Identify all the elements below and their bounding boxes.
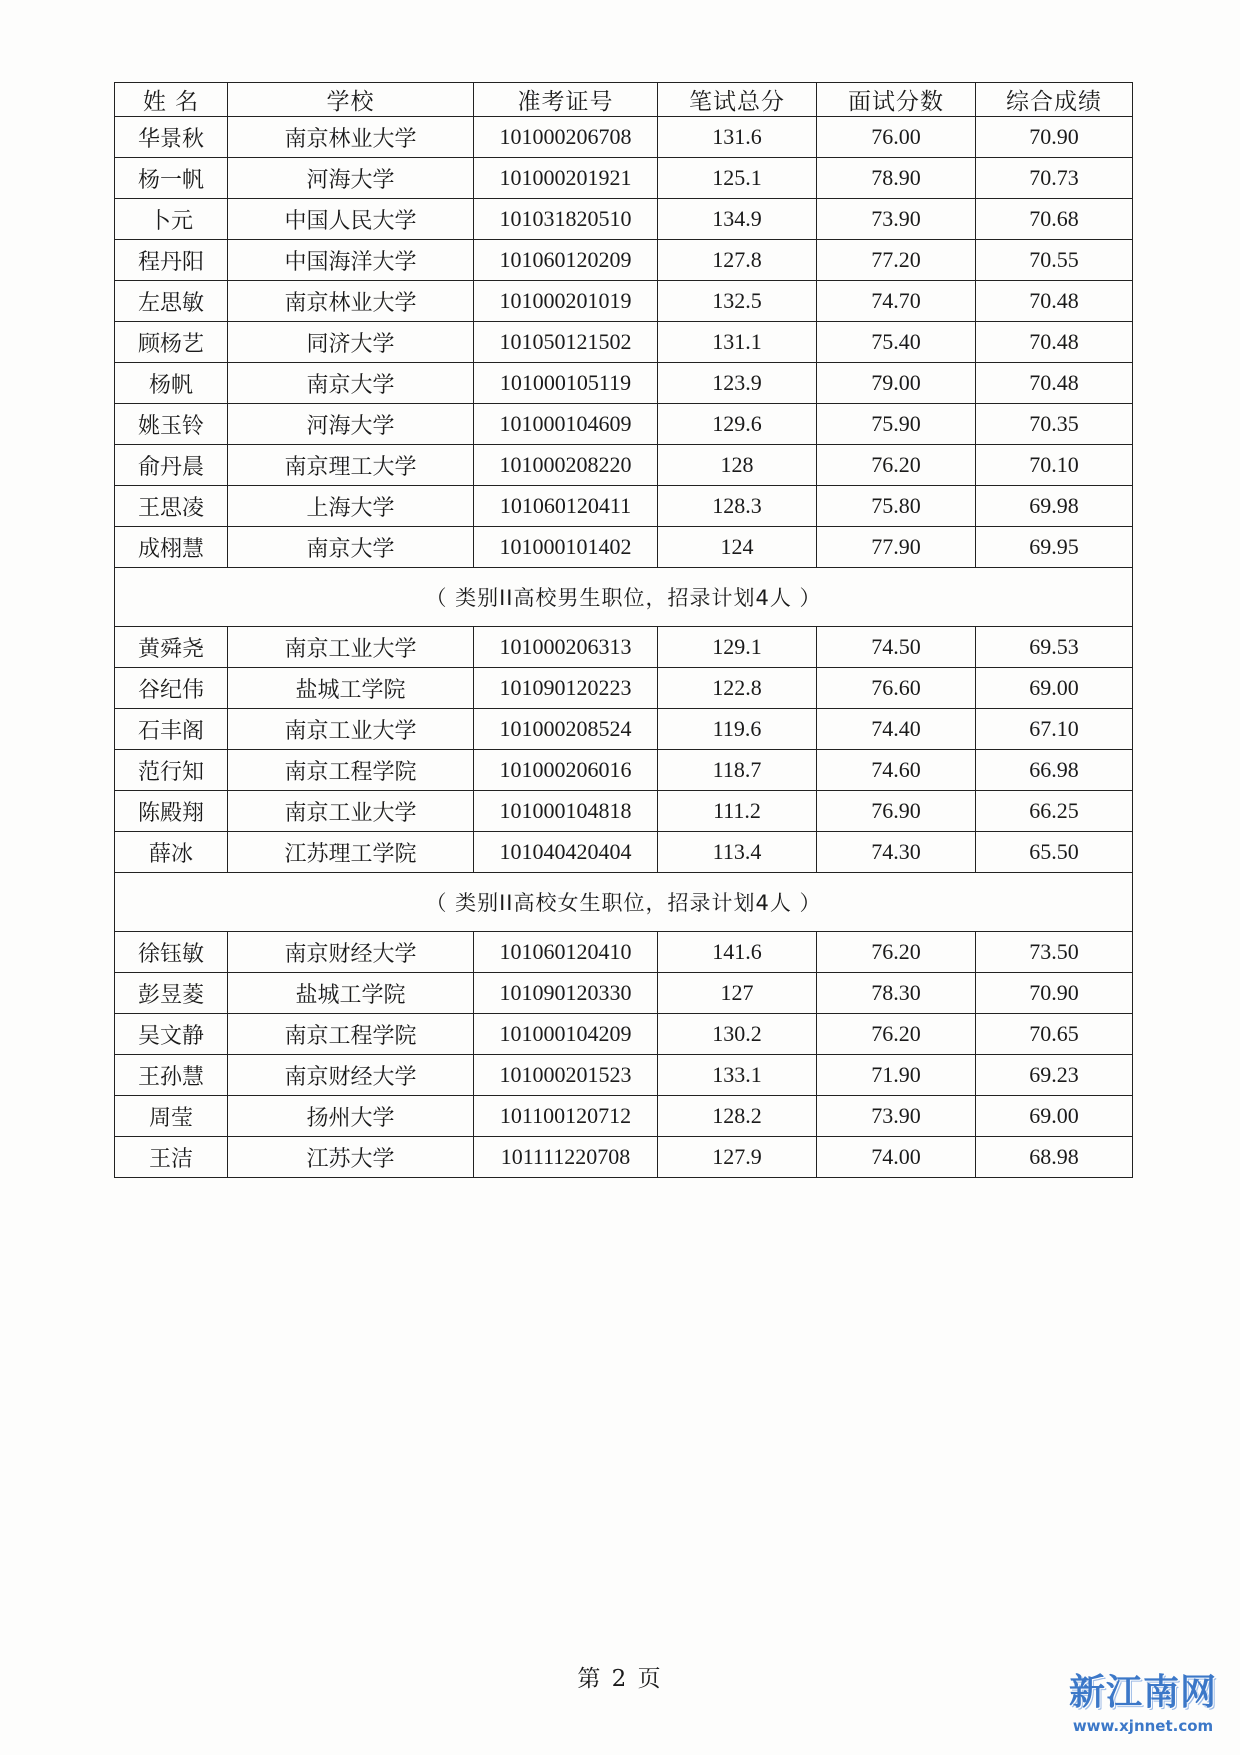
cell-total-score: 70.48 <box>976 281 1133 322</box>
table-body <box>115 117 1133 1178</box>
cell-school: 盐城工学院 <box>228 668 474 709</box>
table-row <box>115 832 1133 873</box>
cell-interview-score: 71.90 <box>817 1055 976 1096</box>
cell-written-score: 123.9 <box>658 363 817 404</box>
cell-written-score: 118.7 <box>658 750 817 791</box>
cell-interview-score: 75.40 <box>817 322 976 363</box>
cell-interview-score: 75.90 <box>817 404 976 445</box>
table-row <box>115 199 1133 240</box>
table-row <box>115 404 1133 445</box>
header-school: 学校 <box>228 83 474 117</box>
cell-exam-id: 101040420404 <box>474 832 658 873</box>
cell-name: 王思凌 <box>115 486 228 527</box>
cell-total-score: 69.95 <box>976 527 1133 568</box>
cell-exam-id: 101000201019 <box>474 281 658 322</box>
table-row <box>115 1014 1133 1055</box>
cell-interview-score: 76.90 <box>817 791 976 832</box>
cell-written-score: 133.1 <box>658 1055 817 1096</box>
table-row <box>115 1096 1133 1137</box>
cell-exam-id: 101090120330 <box>474 973 658 1014</box>
cell-total-score: 66.98 <box>976 750 1133 791</box>
cell-written-score: 125.1 <box>658 158 817 199</box>
cell-interview-score: 73.90 <box>817 1096 976 1137</box>
cell-exam-id: 101000201921 <box>474 158 658 199</box>
header-exam-id: 准考证号 <box>474 83 658 117</box>
cell-name: 周莹 <box>115 1096 228 1137</box>
cell-school: 河海大学 <box>228 404 474 445</box>
cell-exam-id: 101090120223 <box>474 668 658 709</box>
cell-written-score: 131.6 <box>658 117 817 158</box>
table-row <box>115 627 1133 668</box>
cell-written-score: 111.2 <box>658 791 817 832</box>
cell-interview-score: 73.90 <box>817 199 976 240</box>
cell-exam-id: 101111220708 <box>474 1137 658 1178</box>
cell-interview-score: 74.30 <box>817 832 976 873</box>
cell-name: 杨一帆 <box>115 158 228 199</box>
cell-total-score: 70.68 <box>976 199 1133 240</box>
cell-interview-score: 74.50 <box>817 627 976 668</box>
cell-school: 盐城工学院 <box>228 973 474 1014</box>
cell-exam-id: 101050121502 <box>474 322 658 363</box>
cell-name: 吴文静 <box>115 1014 228 1055</box>
site-watermark-logo <box>1068 1669 1218 1749</box>
cell-total-score: 70.48 <box>976 322 1133 363</box>
cell-name: 石丰阁 <box>115 709 228 750</box>
cell-total-score: 69.00 <box>976 668 1133 709</box>
table-row <box>115 281 1133 322</box>
cell-school: 上海大学 <box>228 486 474 527</box>
cell-exam-id: 101000206313 <box>474 627 658 668</box>
cell-written-score: 131.1 <box>658 322 817 363</box>
page-number: 第 2 页 <box>577 1666 663 1692</box>
table-row <box>115 445 1133 486</box>
cell-school: 南京工程学院 <box>228 750 474 791</box>
cell-interview-score: 76.20 <box>817 932 976 973</box>
cell-name: 俞丹晨 <box>115 445 228 486</box>
cell-interview-score: 76.20 <box>817 445 976 486</box>
cell-total-score: 68.98 <box>976 1137 1133 1178</box>
section-heading-row <box>115 568 1133 627</box>
table-row <box>115 486 1133 527</box>
cell-school: 江苏理工学院 <box>228 832 474 873</box>
cell-total-score: 69.98 <box>976 486 1133 527</box>
section-heading: （ 类别II高校女生职位，招录计划4人 ） <box>115 873 1133 932</box>
cell-interview-score: 74.60 <box>817 750 976 791</box>
table-row <box>115 709 1133 750</box>
cell-name: 华景秋 <box>115 117 228 158</box>
table-row <box>115 973 1133 1014</box>
table-row <box>115 932 1133 973</box>
cell-school: 南京理工大学 <box>228 445 474 486</box>
cell-school: 南京工业大学 <box>228 709 474 750</box>
table-row <box>115 117 1133 158</box>
cell-written-score: 127 <box>658 973 817 1014</box>
table-row <box>115 527 1133 568</box>
cell-total-score: 70.48 <box>976 363 1133 404</box>
cell-school: 南京工程学院 <box>228 1014 474 1055</box>
cell-school: 南京大学 <box>228 363 474 404</box>
cell-written-score: 132.5 <box>658 281 817 322</box>
cell-school: 扬州大学 <box>228 1096 474 1137</box>
cell-exam-id: 101000101402 <box>474 527 658 568</box>
cell-school: 中国人民大学 <box>228 199 474 240</box>
watermark-url: www.xjnnet.com <box>1072 1717 1214 1735</box>
table-row <box>115 240 1133 281</box>
cell-name: 彭昱菱 <box>115 973 228 1014</box>
cell-name: 谷纪伟 <box>115 668 228 709</box>
cell-total-score: 70.73 <box>976 158 1133 199</box>
cell-interview-score: 78.90 <box>817 158 976 199</box>
cell-exam-id: 101060120209 <box>474 240 658 281</box>
cell-total-score: 69.23 <box>976 1055 1133 1096</box>
cell-written-score: 127.8 <box>658 240 817 281</box>
table-row <box>115 1137 1133 1178</box>
cell-written-score: 113.4 <box>658 832 817 873</box>
cell-written-score: 128.3 <box>658 486 817 527</box>
cell-interview-score: 74.70 <box>817 281 976 322</box>
cell-name: 黄舜尧 <box>115 627 228 668</box>
cell-exam-id: 101000208524 <box>474 709 658 750</box>
cell-exam-id: 101000104818 <box>474 791 658 832</box>
cell-exam-id: 101060120411 <box>474 486 658 527</box>
cell-written-score: 130.2 <box>658 1014 817 1055</box>
cell-name: 范行知 <box>115 750 228 791</box>
cell-name: 王孙慧 <box>115 1055 228 1096</box>
cell-written-score: 129.1 <box>658 627 817 668</box>
cell-exam-id: 101000208220 <box>474 445 658 486</box>
section-heading-row <box>115 873 1133 932</box>
cell-written-score: 129.6 <box>658 404 817 445</box>
cell-interview-score: 76.60 <box>817 668 976 709</box>
cell-name: 姚玉铃 <box>115 404 228 445</box>
cell-school: 南京林业大学 <box>228 281 474 322</box>
cell-name: 左思敏 <box>115 281 228 322</box>
table-row <box>115 791 1133 832</box>
cell-name: 程丹阳 <box>115 240 228 281</box>
cell-school: 南京财经大学 <box>228 932 474 973</box>
cell-exam-id: 101000104609 <box>474 404 658 445</box>
cell-total-score: 70.90 <box>976 117 1133 158</box>
cell-total-score: 69.53 <box>976 627 1133 668</box>
cell-exam-id: 101060120410 <box>474 932 658 973</box>
cell-total-score: 69.00 <box>976 1096 1133 1137</box>
cell-total-score: 65.50 <box>976 832 1133 873</box>
cell-school: 江苏大学 <box>228 1137 474 1178</box>
cell-exam-id: 101000201523 <box>474 1055 658 1096</box>
cell-name: 陈殿翔 <box>115 791 228 832</box>
cell-school: 南京林业大学 <box>228 117 474 158</box>
section-heading: （ 类别II高校男生职位，招录计划4人 ） <box>115 568 1133 627</box>
cell-interview-score: 74.40 <box>817 709 976 750</box>
cell-interview-score: 78.30 <box>817 973 976 1014</box>
cell-total-score: 70.90 <box>976 973 1133 1014</box>
cell-school: 同济大学 <box>228 322 474 363</box>
cell-name: 杨帆 <box>115 363 228 404</box>
cell-school: 南京财经大学 <box>228 1055 474 1096</box>
table-row <box>115 363 1133 404</box>
cell-name: 薛冰 <box>115 832 228 873</box>
cell-school: 南京大学 <box>228 527 474 568</box>
cell-exam-id: 101000206708 <box>474 117 658 158</box>
table-row <box>115 158 1133 199</box>
header-total-score: 综合成绩 <box>976 83 1133 117</box>
cell-name: 王洁 <box>115 1137 228 1178</box>
cell-exam-id: 101000105119 <box>474 363 658 404</box>
header-written-score: 笔试总分 <box>658 83 817 117</box>
table-row <box>115 668 1133 709</box>
cell-interview-score: 77.90 <box>817 527 976 568</box>
cell-interview-score: 79.00 <box>817 363 976 404</box>
cell-exam-id: 101031820510 <box>474 199 658 240</box>
cell-school: 中国海洋大学 <box>228 240 474 281</box>
cell-school: 河海大学 <box>228 158 474 199</box>
cell-interview-score: 76.20 <box>817 1014 976 1055</box>
cell-interview-score: 74.00 <box>817 1137 976 1178</box>
cell-interview-score: 77.20 <box>817 240 976 281</box>
cell-written-score: 128 <box>658 445 817 486</box>
cell-written-score: 134.9 <box>658 199 817 240</box>
cell-school: 南京工业大学 <box>228 627 474 668</box>
cell-written-score: 128.2 <box>658 1096 817 1137</box>
cell-name: 成栩慧 <box>115 527 228 568</box>
header-interview-score: 面试分数 <box>817 83 976 117</box>
header-name: 姓 名 <box>115 83 228 117</box>
cell-total-score: 73.50 <box>976 932 1133 973</box>
cell-school: 南京工业大学 <box>228 791 474 832</box>
table-row <box>115 322 1133 363</box>
cell-interview-score: 75.80 <box>817 486 976 527</box>
cell-written-score: 124 <box>658 527 817 568</box>
cell-name: 顾杨艺 <box>115 322 228 363</box>
cell-written-score: 127.9 <box>658 1137 817 1178</box>
cell-interview-score: 76.00 <box>817 117 976 158</box>
cell-total-score: 70.35 <box>976 404 1133 445</box>
watermark-title: 新江南网 <box>1068 1672 1217 1713</box>
cell-name: 卜元 <box>115 199 228 240</box>
cell-name: 徐钰敏 <box>115 932 228 973</box>
cell-written-score: 122.8 <box>658 668 817 709</box>
table-row <box>115 1055 1133 1096</box>
cell-total-score: 70.65 <box>976 1014 1133 1055</box>
cell-total-score: 70.10 <box>976 445 1133 486</box>
cell-written-score: 119.6 <box>658 709 817 750</box>
cell-total-score: 66.25 <box>976 791 1133 832</box>
cell-exam-id: 101100120712 <box>474 1096 658 1137</box>
score-table <box>114 82 1133 1178</box>
cell-exam-id: 101000206016 <box>474 750 658 791</box>
table-header-row <box>115 83 1133 117</box>
table-row <box>115 750 1133 791</box>
cell-exam-id: 101000104209 <box>474 1014 658 1055</box>
cell-written-score: 141.6 <box>658 932 817 973</box>
cell-total-score: 67.10 <box>976 709 1133 750</box>
cell-total-score: 70.55 <box>976 240 1133 281</box>
